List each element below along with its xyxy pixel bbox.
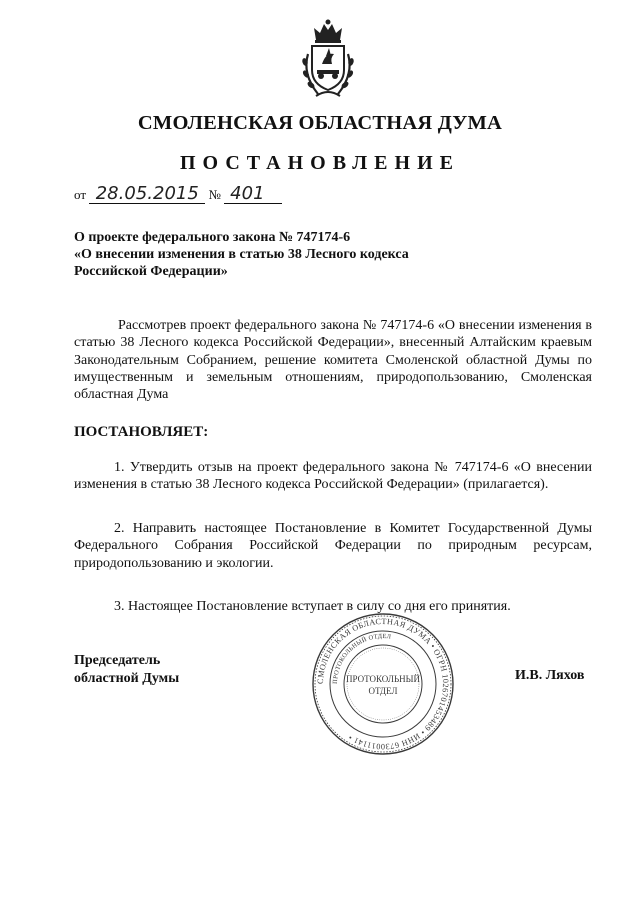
resolution-item: 3. Настоящее Постановление вступает в силу со дня его принятия. [114,599,511,614]
subject-line: Российской Федерации» [74,264,228,279]
number-value: 401 [224,185,282,204]
document-type-title: ПОСТАНОВЛЕНИЕ [180,152,460,174]
number-label: № [208,187,221,202]
signatory-name: И.В. Ляхов [515,668,585,683]
coat-of-arms-emblem [296,18,360,102]
date-from-label: от [74,187,87,202]
intro-paragraph: Рассмотрев проект федерального закона № 747174-6 «О внесении изменения в статью 38 Лесного кодекса Российской Федерации», внесенный Алтайским краевым Законодательным Собранием, решение комитета Смоленской областной Думы по имущественным и земельным отношениям, природопользованию, Смоленская областная Дума [74,318,592,403]
resolution-item: 1. Утвердить отзыв на проект федерального закона № 747174-6 «О внесении изменения в статью 38 Лесного кодекса Российской Федерации» (прилагается). [74,460,592,493]
stamp-center-line: ОТДЕЛ [368,686,398,696]
resolution-item: 2. Направить настоящее Постановление в Комитет Государственной Думы Федерального Собрания Российской Федерации по природным ресурсам, природопользованию и экологии. [74,521,592,571]
subject-line: «О внесении изменения в статью 38 Лесного кодекса [74,247,409,262]
resolves-heading: ПОСТАНОВЛЯЕТ: [74,424,209,440]
signatory-title-line: областной Думы [74,670,180,686]
date-value: 28.05.2015 [89,185,205,204]
official-stamp [311,612,455,756]
signatory-title-line: Председатель [74,653,161,668]
organization-title: СМОЛЕНСКАЯ ОБЛАСТНАЯ ДУМА [137,112,503,134]
subject-line: О проекте федерального закона № 747174-6 [74,230,351,245]
date-number-line [74,185,282,204]
stamp-center-line: ПРОТОКОЛЬНЫЙ [346,674,420,684]
signatory-title [74,652,179,687]
stamp-inner-text: ПРОТОКОЛЬНЫЙ ОТДЕЛ [331,632,392,685]
stamp-outer-text: СМОЛЕНСКАЯ ОБЛАСТНАЯ ДУМА • ОГРН 1026701453489 • ИНН 6730011141 • [315,616,451,752]
document-subject [74,229,474,280]
